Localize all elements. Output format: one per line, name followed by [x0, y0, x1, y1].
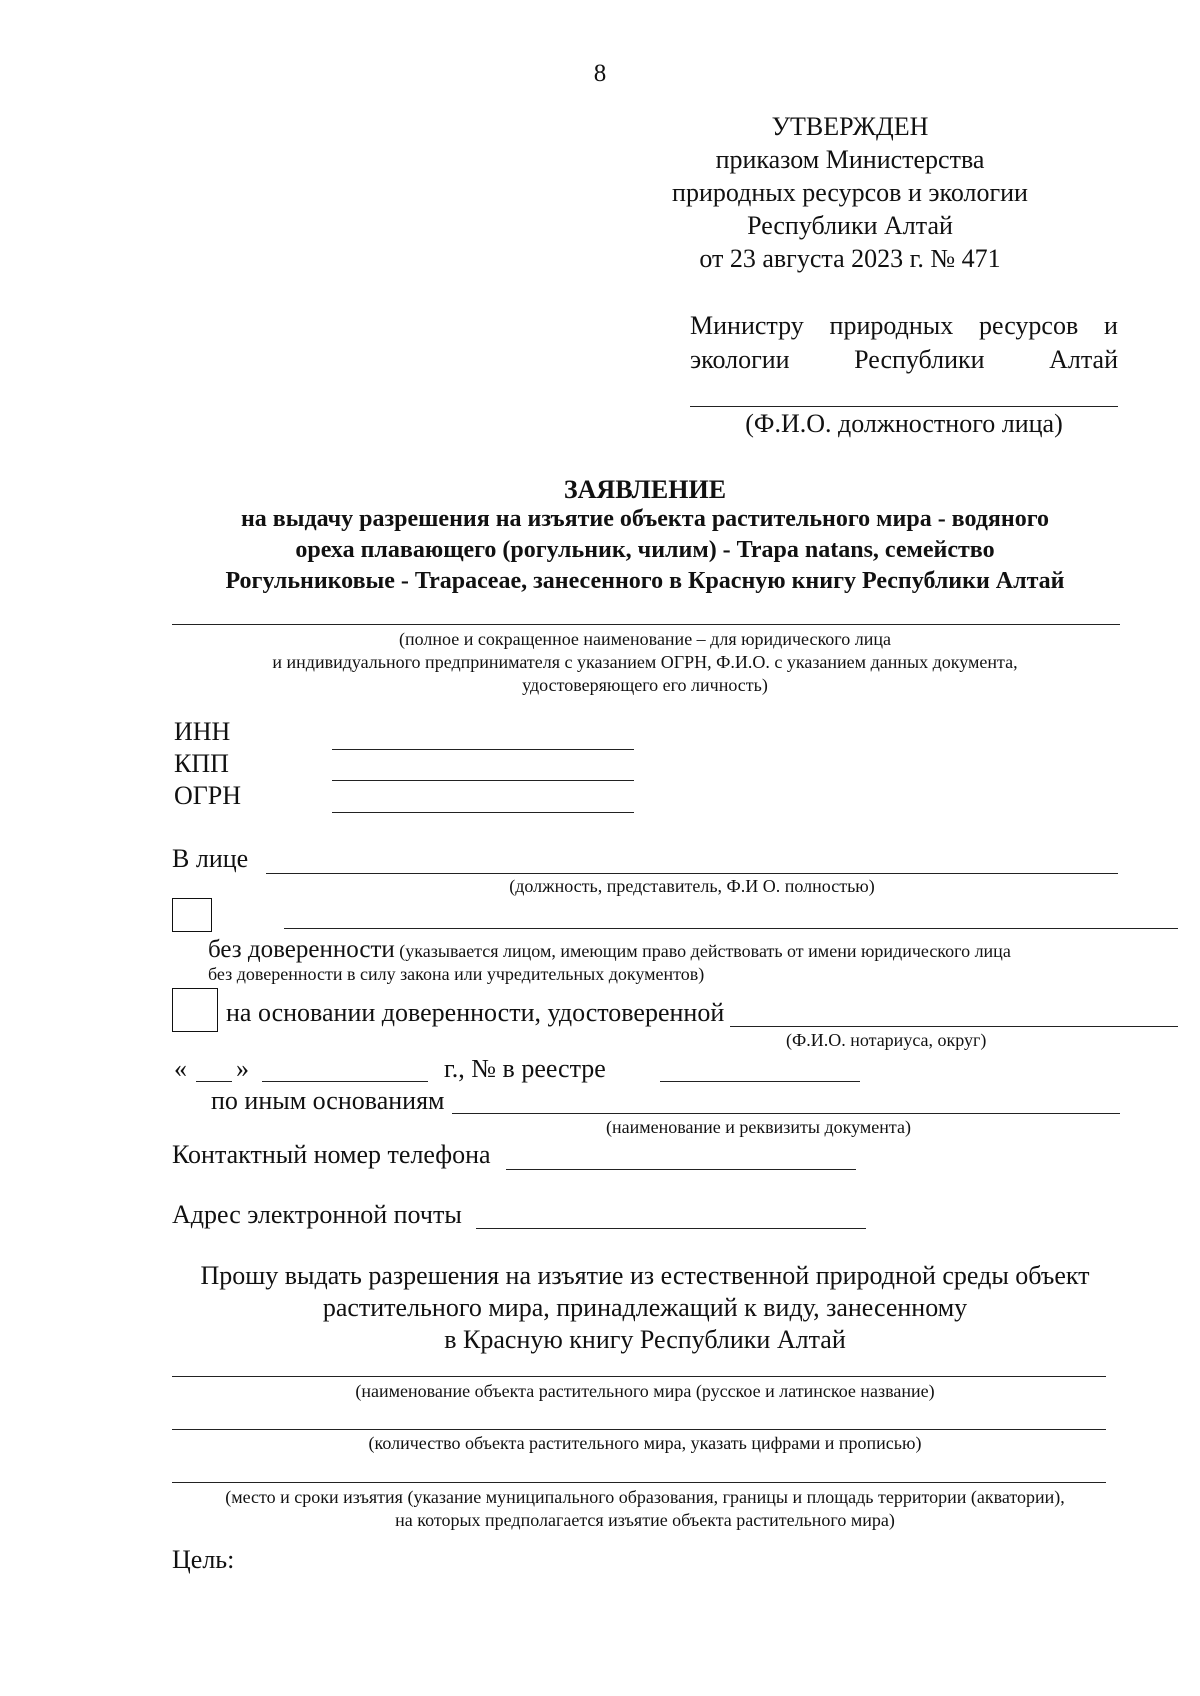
- no-poa-field-line: [284, 928, 1178, 929]
- no-poa-label: без доверенности: [208, 936, 395, 963]
- phone-label: Контактный номер телефона: [172, 1140, 491, 1169]
- notary-caption: (Ф.И.О. нотариуса, округ): [786, 1030, 987, 1050]
- representative-caption: (должность, представитель, Ф.И О. полностью): [509, 876, 875, 896]
- date-quote-close: »: [236, 1054, 249, 1083]
- addressee-word: и: [1104, 311, 1118, 340]
- notary-field-line: [730, 1026, 1178, 1027]
- addressee-word: ресурсов: [979, 311, 1079, 340]
- request-line-2: растительного мира, принадлежащий к виду, занесенному: [322, 1293, 968, 1322]
- addressee-word: природных: [829, 311, 954, 340]
- page-number: 8: [593, 60, 607, 87]
- object-name-line: [172, 1376, 1106, 1377]
- applicant-name-line: [172, 624, 1120, 625]
- object-quantity-line: [172, 1429, 1106, 1430]
- document-caption: (наименование и реквизиты документа): [606, 1117, 911, 1137]
- poa-checkbox[interactable]: [172, 988, 218, 1032]
- applicant-caption-line-3: удостоверяющего его личность): [522, 675, 768, 695]
- object-quantity-caption: (количество объекта растительного мира, указать цифрами и прописью): [368, 1433, 922, 1453]
- place-terms-caption: [150, 1486, 1140, 1532]
- addressee-line-1: [690, 309, 1118, 343]
- title-line-3: Рогульниковые - Trapaceae, занесенного в Красную книгу Республики Алтай: [225, 568, 1065, 594]
- approval-block: [640, 110, 1060, 275]
- no-poa-note-line-2: без доверенности в силу закона или учредительных документов): [208, 964, 705, 984]
- other-grounds-line: [452, 1113, 1120, 1114]
- kpp-label: КПП: [174, 749, 229, 778]
- approval-line-5: от 23 августа 2023 г. № 471: [699, 244, 1001, 273]
- no-poa-note: (указывается лицом, имеющим право действовать от имени юридического лица: [394, 941, 1011, 961]
- date-month-line: [262, 1081, 428, 1082]
- request-paragraph: [150, 1260, 1140, 1356]
- representative-label: В лице: [172, 844, 249, 873]
- addressee-word: Алтай: [1049, 345, 1118, 374]
- official-name-caption: (Ф.И.О. должностного лица): [745, 409, 1063, 438]
- request-line-3: в Красную книгу Республики Алтай: [444, 1325, 846, 1354]
- place-terms-caption-line-1: (место и сроки изъятия (указание муниципального образования, границы и площадь территории (акватории),: [225, 1487, 1065, 1507]
- kpp-field-line: [332, 780, 634, 781]
- poa-label: на основании доверенности, удостоверенной: [226, 998, 725, 1027]
- addressee-word: Республики: [854, 345, 985, 374]
- inn-label: ИНН: [174, 717, 231, 746]
- email-label: Адрес электронной почты: [172, 1200, 462, 1229]
- request-line-1: Прошу выдать разрешения на изъятие из естественной природной среды объект: [200, 1261, 1090, 1290]
- date-day-line: [196, 1081, 232, 1082]
- phone-field-line: [506, 1169, 856, 1170]
- addressee-line-2: [690, 343, 1118, 377]
- approval-line-4: Республики Алтай: [747, 211, 953, 240]
- object-name-caption: (наименование объекта растительного мира (русское и латинское название): [355, 1381, 935, 1401]
- addressee-word: экологии: [690, 345, 790, 374]
- title-line-1: на выдачу разрешения на изъятие объекта растительного мира - водяного: [240, 506, 1050, 532]
- place-terms-caption-line-2: на которых предполагается изъятие объекта растительного мира): [395, 1510, 895, 1530]
- representative-field-line: [266, 873, 1118, 874]
- no-poa-checkbox[interactable]: [172, 898, 212, 932]
- approval-line-2: приказом Министерства: [715, 145, 985, 174]
- addressee-word: Министру: [690, 311, 804, 340]
- purpose-label: Цель:: [172, 1545, 235, 1574]
- applicant-caption-line-2: и индивидуального предпринимателя с указанием ОГРН, Ф.И.О. с указанием данных документа,: [272, 652, 1018, 672]
- registry-label: г., № в реестре: [444, 1054, 606, 1083]
- applicant-caption: [150, 628, 1140, 697]
- document-heading: ЗАЯВЛЕНИЕ: [563, 475, 727, 504]
- title-line-2: ореха плавающего (рогульник, чилим) - Trapa natans, семейство: [295, 537, 995, 563]
- inn-field-line: [332, 749, 634, 750]
- official-name-line: [690, 406, 1118, 407]
- place-terms-line: [172, 1482, 1106, 1483]
- registry-number-line: [660, 1081, 860, 1082]
- ogrn-field-line: [332, 812, 634, 813]
- other-grounds-label: по иным основаниям: [211, 1086, 445, 1115]
- applicant-caption-line-1: (полное и сокращенное наименование – для юридического лица: [399, 629, 891, 649]
- approval-line-3: природных ресурсов и экологии: [672, 178, 1028, 207]
- approval-line-1: УТВЕРЖДЕН: [771, 112, 929, 141]
- no-poa-text: [208, 936, 1011, 964]
- ogrn-label: ОГРН: [174, 781, 242, 810]
- email-field-line: [476, 1228, 866, 1229]
- date-quote-open: «: [174, 1054, 187, 1083]
